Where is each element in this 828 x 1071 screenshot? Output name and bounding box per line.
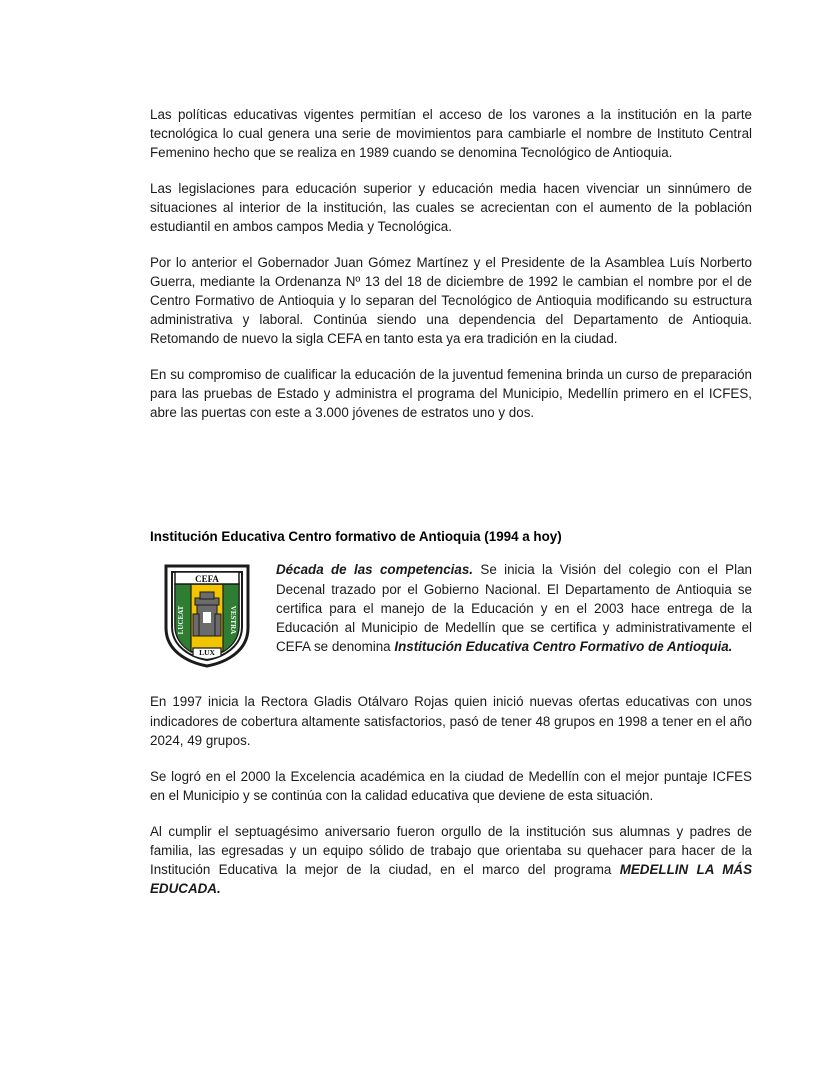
paragraph-4: En su compromiso de cualificar la educación de la juventud femenina brinda un curso de preparación para las pruebas de Estado y administra el programa del Municipio, Medellín primero en el ICFES, abre las puertas con este a 3.000 jóvenes de estratos uno y dos. <box>150 367 752 421</box>
paragraph-2: Las legislaciones para educación superior y educación media hacen vivenciar un sinnúmero de situaciones al interior de la institución, las cuales se acrecientan con el aumento de la población estudiantil en ambos campos Media y Tecnológica. <box>150 181 752 235</box>
crest-paragraph-lead: Década de las competencias. <box>276 562 474 578</box>
paragraph-7 <box>150 822 752 898</box>
document-body <box>150 105 752 898</box>
crest-paragraph-body: Se inicia la Visión del colegio con el Plan Decenal trazado por el Gobierno Nacional. El Departamento de Antioquia se certifica para el manejo de la Educación y en el 2003 hace entrega de la Educación al Municipio de Medellín que se certifica y administrativamente el CEFA se denomina <box>276 562 752 654</box>
svg-text:LUX: LUX <box>199 648 215 658</box>
svg-text:VESTRA: VESTRA <box>229 606 237 635</box>
paragraph-3: Por lo anterior el Gobernador Juan Gómez Martínez y el Presidente de la Asamblea Luís Norberto Guerra, mediante la Ordenanza Nº 13 del 18 de diciembre de 1992 le cambian el nombre por el de Centro Formativo de Antioquia y lo separan del Tecnológico de Antioquia modificando su estructura administrativa y laboral. Continúa siendo una dependencia del Departamento de Antioquia. Retomando de nuevo la sigla CEFA en tanto esta ya era tradición en la ciudad. <box>150 255 752 347</box>
paragraph-6: Se logró en el 2000 la Excelencia académica en la ciudad de Medellín con el mejor puntaje ICFES en el Municipio y se continúa con la calidad educativa que deviene de esta situación. <box>150 768 752 803</box>
final-paragraph-body: Al cumplir el septuagésimo aniversario fueron orgullo de la institución sus alumnas y padres de familia, las egresadas y un equipo sólido de trabajo que orientaba su quehacer para hacer de la Institución Educativa la mejor de la ciudad, en el marco del programa <box>150 823 752 877</box>
crest-paragraph-block <box>150 560 752 676</box>
svg-text:LUCEAT: LUCEAT <box>177 606 185 635</box>
cefa-crest-icon <box>160 562 258 672</box>
crest-paragraph-emphasis: Institución Educativa Centro Formativo de Antioquia. <box>394 638 733 654</box>
section-heading: Institución Educativa Centro formativo de Antioquia (1994 a hoy) <box>150 529 562 545</box>
paragraph-5: En 1997 inicia la Rectora Gladis Otálvaro Rojas quien inició nuevas ofertas educativas con unos indicadores de cobertura altamente satisfactorios, pasó de tener 48 grupos en 1998 a tener en el año 2024, 49 grupos. <box>150 694 752 748</box>
paragraph-1: Las políticas educativas vigentes permitían el acceso de los varones a la institución en la parte tecnológica lo cual genera una serie de movimientos para cambiarle el nombre de Instituto Central Femenino hecho que se realiza en 1989 cuando se denomina Tecnológico de Antioquia. <box>150 107 752 161</box>
section-spacer <box>150 439 752 527</box>
svg-text:CEFA: CEFA <box>195 574 219 585</box>
final-paragraph-emphasis: MEDELLIN LA MÁS EDUCADA. <box>150 861 752 896</box>
